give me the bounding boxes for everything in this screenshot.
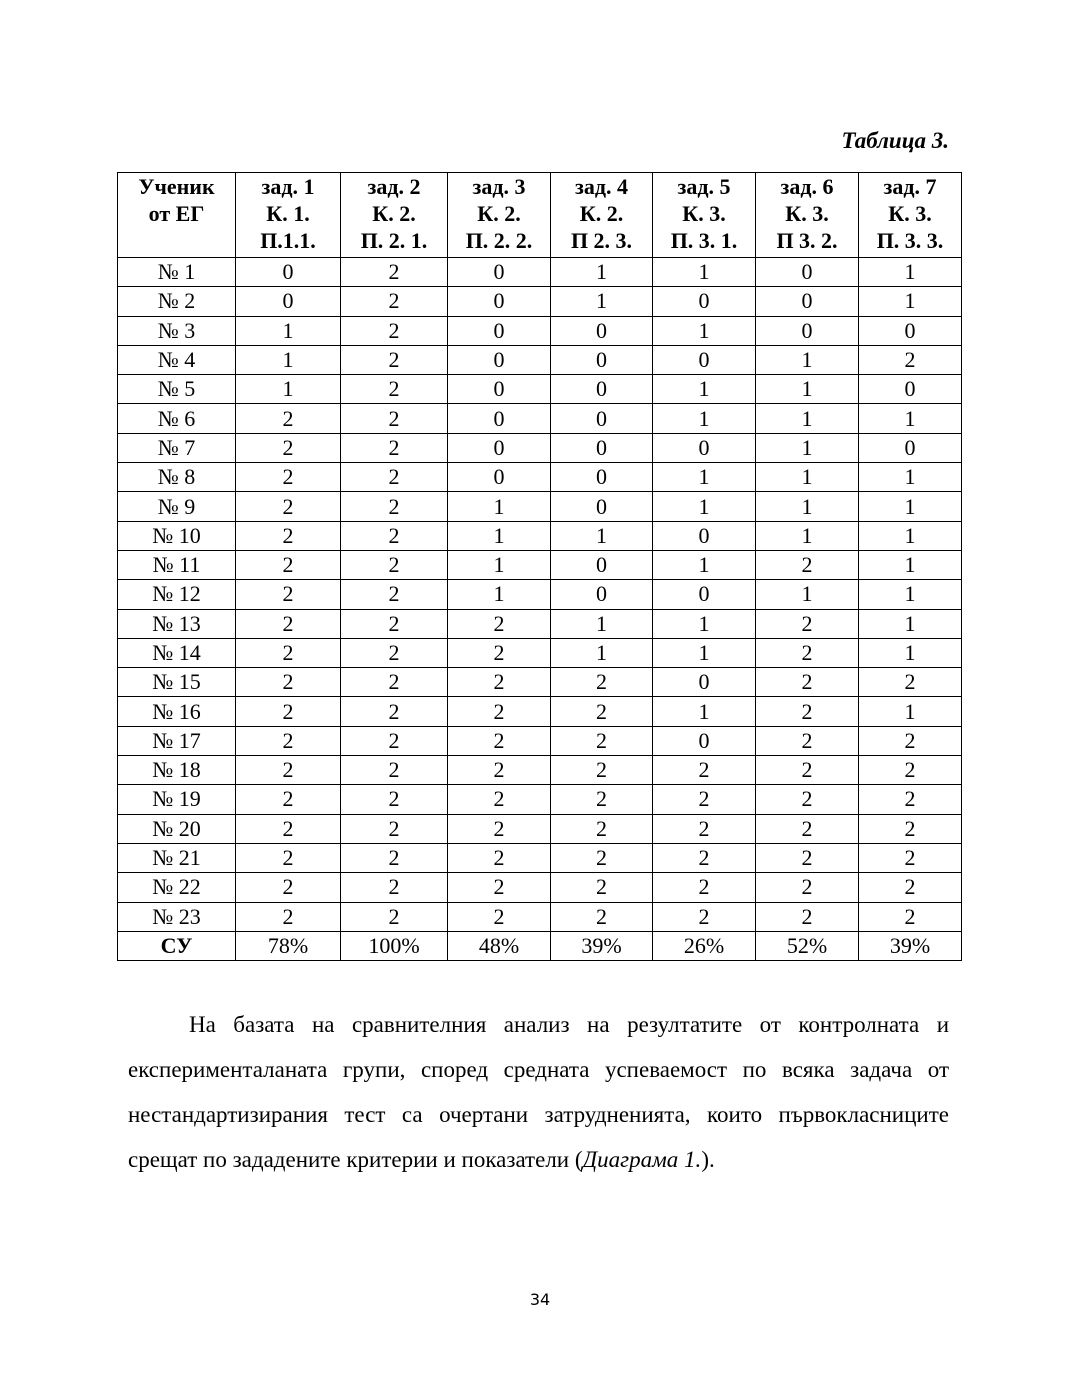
score-cell: 2 — [756, 668, 859, 697]
total-row — [118, 931, 962, 960]
score-cell: 0 — [236, 258, 341, 287]
score-cell: 2 — [756, 726, 859, 755]
total-percent-cell: 52% — [756, 931, 859, 960]
score-cell: 0 — [448, 404, 551, 433]
score-cell: 0 — [236, 287, 341, 316]
score-cell: 2 — [551, 902, 653, 931]
score-cell: 2 — [341, 902, 448, 931]
score-cell: 2 — [236, 756, 341, 785]
score-cell: 1 — [756, 345, 859, 374]
table-caption: Таблица 3. — [841, 128, 949, 153]
score-cell: 2 — [859, 873, 962, 902]
score-cell: 2 — [859, 902, 962, 931]
score-cell: 1 — [756, 463, 859, 492]
header-line: Ученик — [138, 174, 215, 199]
header-task-5 — [653, 173, 756, 258]
score-cell: 0 — [756, 258, 859, 287]
score-cell: 0 — [551, 580, 653, 609]
header-task-7 — [859, 173, 962, 258]
score-cell: 1 — [653, 463, 756, 492]
score-cell: 2 — [756, 814, 859, 843]
score-cell: 1 — [859, 258, 962, 287]
score-cell: 1 — [756, 521, 859, 550]
score-cell: 2 — [236, 668, 341, 697]
score-cell: 2 — [653, 843, 756, 872]
score-cell: 2 — [551, 785, 653, 814]
total-percent-cell: 26% — [653, 931, 756, 960]
header-line: П.1.1. — [260, 228, 316, 253]
total-percent-cell: 100% — [341, 931, 448, 960]
score-cell: 2 — [236, 492, 341, 521]
score-cell: 2 — [756, 697, 859, 726]
score-cell: 2 — [341, 258, 448, 287]
student-label-cell: № 6 — [118, 404, 236, 433]
score-cell: 1 — [236, 316, 341, 345]
paragraph-text: На базата на сравнителния анализ на резултатите от контролната и експерименталаната групи, според средната успеваемост по всяка задача от нестандартизирания тест са очертани затрудненията, които първокласниците срещат по зададените критерии и показатели ( — [128, 1012, 949, 1172]
student-label-cell: № 5 — [118, 375, 236, 404]
header-line: К. 1. — [266, 201, 310, 226]
score-cell: 0 — [551, 375, 653, 404]
header-line: от ЕГ — [148, 201, 205, 226]
score-cell: 2 — [236, 902, 341, 931]
score-cell: 2 — [859, 756, 962, 785]
header-student — [118, 173, 236, 258]
score-cell: 2 — [341, 726, 448, 755]
score-cell: 2 — [236, 785, 341, 814]
score-cell: 2 — [236, 433, 341, 462]
score-cell: 2 — [341, 814, 448, 843]
score-cell: 1 — [448, 521, 551, 550]
score-cell: 2 — [341, 609, 448, 638]
table-row — [118, 609, 962, 638]
score-cell: 2 — [448, 756, 551, 785]
table-row — [118, 375, 962, 404]
score-cell: 1 — [653, 316, 756, 345]
table-row — [118, 433, 962, 462]
table-row — [118, 785, 962, 814]
score-cell: 1 — [859, 697, 962, 726]
score-cell: 2 — [236, 843, 341, 872]
score-cell: 2 — [341, 873, 448, 902]
score-cell: 0 — [551, 433, 653, 462]
score-cell: 2 — [236, 463, 341, 492]
score-cell: 2 — [653, 756, 756, 785]
table-row — [118, 521, 962, 550]
score-cell: 2 — [859, 726, 962, 755]
student-label-cell: № 2 — [118, 287, 236, 316]
score-cell: 2 — [341, 756, 448, 785]
header-task-4 — [551, 173, 653, 258]
total-label-cell: СУ — [118, 931, 236, 960]
total-percent-cell: 48% — [448, 931, 551, 960]
header-line: П 3. 2. — [776, 228, 838, 253]
student-label-cell: № 16 — [118, 697, 236, 726]
score-cell: 2 — [448, 638, 551, 667]
table-row — [118, 404, 962, 433]
student-label-cell: № 13 — [118, 609, 236, 638]
score-cell: 1 — [859, 404, 962, 433]
table-row — [118, 873, 962, 902]
student-label-cell: № 12 — [118, 580, 236, 609]
table-row — [118, 316, 962, 345]
score-cell: 2 — [341, 287, 448, 316]
table-row — [118, 697, 962, 726]
table-row — [118, 492, 962, 521]
student-label-cell: № 23 — [118, 902, 236, 931]
total-percent-cell: 39% — [551, 931, 653, 960]
score-cell: 2 — [236, 580, 341, 609]
header-line: К. 2. — [477, 201, 521, 226]
student-label-cell: № 19 — [118, 785, 236, 814]
score-cell: 1 — [236, 375, 341, 404]
score-cell: 2 — [551, 873, 653, 902]
header-line: П. 3. 3. — [876, 228, 944, 253]
score-cell: 2 — [448, 609, 551, 638]
score-cell: 2 — [236, 726, 341, 755]
score-cell: 0 — [756, 287, 859, 316]
score-cell: 0 — [756, 316, 859, 345]
student-label-cell: № 7 — [118, 433, 236, 462]
score-cell: 2 — [236, 638, 341, 667]
score-cell: 0 — [551, 404, 653, 433]
header-line: К. 2. — [372, 201, 416, 226]
header-line: зад. 6 — [780, 174, 834, 199]
score-cell: 2 — [551, 756, 653, 785]
student-label-cell: № 1 — [118, 258, 236, 287]
score-cell: 0 — [448, 433, 551, 462]
score-cell: 2 — [236, 521, 341, 550]
score-cell: 0 — [448, 258, 551, 287]
score-cell: 1 — [653, 404, 756, 433]
score-cell: 1 — [236, 345, 341, 374]
header-line: зад. 1 — [261, 174, 315, 199]
table-row — [118, 756, 962, 785]
table-row — [118, 726, 962, 755]
score-cell: 0 — [448, 287, 551, 316]
score-cell: 2 — [341, 550, 448, 579]
student-label-cell: № 17 — [118, 726, 236, 755]
score-cell: 1 — [551, 609, 653, 638]
student-label-cell: № 22 — [118, 873, 236, 902]
table-row — [118, 814, 962, 843]
score-cell: 0 — [551, 316, 653, 345]
score-cell: 2 — [448, 726, 551, 755]
body-paragraph — [128, 1002, 949, 1182]
score-cell: 1 — [756, 404, 859, 433]
table-row — [118, 550, 962, 579]
table-row — [118, 580, 962, 609]
score-cell: 2 — [756, 756, 859, 785]
score-cell: 1 — [653, 638, 756, 667]
score-cell: 2 — [341, 375, 448, 404]
score-cell: 2 — [341, 404, 448, 433]
score-cell: 2 — [448, 814, 551, 843]
header-line — [118, 227, 235, 254]
score-cell: 2 — [859, 843, 962, 872]
score-cell: 2 — [236, 404, 341, 433]
score-cell: 2 — [756, 785, 859, 814]
score-cell: 2 — [448, 873, 551, 902]
score-cell: 0 — [859, 433, 962, 462]
score-cell: 2 — [341, 433, 448, 462]
score-cell: 1 — [859, 287, 962, 316]
header-line: зад. 2 — [367, 174, 421, 199]
score-cell: 2 — [448, 697, 551, 726]
results-table — [117, 172, 962, 961]
score-cell: 0 — [653, 668, 756, 697]
score-cell: 2 — [551, 668, 653, 697]
score-cell: 0 — [551, 463, 653, 492]
score-cell: 1 — [859, 609, 962, 638]
table-row — [118, 258, 962, 287]
score-cell: 2 — [551, 697, 653, 726]
header-line: К. 3. — [682, 201, 726, 226]
table-row — [118, 638, 962, 667]
total-percent-cell: 39% — [859, 931, 962, 960]
score-cell: 2 — [756, 902, 859, 931]
score-cell: 2 — [448, 668, 551, 697]
header-line: зад. 5 — [677, 174, 731, 199]
table-row — [118, 463, 962, 492]
score-cell: 2 — [756, 609, 859, 638]
score-cell: 1 — [859, 638, 962, 667]
header-line: зад. 7 — [883, 174, 937, 199]
score-cell: 2 — [341, 785, 448, 814]
student-label-cell: № 14 — [118, 638, 236, 667]
score-cell: 2 — [341, 843, 448, 872]
score-cell: 1 — [448, 580, 551, 609]
table-header-row — [118, 173, 962, 258]
score-cell: 1 — [756, 492, 859, 521]
score-cell: 0 — [448, 375, 551, 404]
score-cell: 2 — [859, 345, 962, 374]
score-cell: 1 — [551, 521, 653, 550]
diagram-reference: Диаграма 1. — [582, 1147, 702, 1172]
table-row — [118, 287, 962, 316]
score-cell: 1 — [551, 638, 653, 667]
header-line: зад. 3 — [472, 174, 526, 199]
table-row — [118, 902, 962, 931]
score-cell: 2 — [236, 550, 341, 579]
score-cell: 2 — [341, 492, 448, 521]
student-label-cell: № 21 — [118, 843, 236, 872]
student-label-cell: № 9 — [118, 492, 236, 521]
student-label-cell: № 11 — [118, 550, 236, 579]
score-cell: 1 — [653, 609, 756, 638]
score-cell: 2 — [236, 814, 341, 843]
score-cell: 0 — [653, 345, 756, 374]
score-cell: 2 — [551, 843, 653, 872]
score-cell: 1 — [859, 492, 962, 521]
score-cell: 2 — [341, 316, 448, 345]
score-cell: 0 — [653, 433, 756, 462]
header-task-6 — [756, 173, 859, 258]
header-line: К. 3. — [888, 201, 932, 226]
table-row — [118, 843, 962, 872]
score-cell: 2 — [341, 668, 448, 697]
score-cell: 2 — [859, 814, 962, 843]
student-label-cell: № 3 — [118, 316, 236, 345]
score-cell: 2 — [551, 726, 653, 755]
score-cell: 2 — [859, 785, 962, 814]
score-cell: 0 — [448, 316, 551, 345]
student-label-cell: № 10 — [118, 521, 236, 550]
score-cell: 0 — [448, 463, 551, 492]
score-cell: 2 — [341, 463, 448, 492]
score-cell: 0 — [448, 345, 551, 374]
table-body — [118, 258, 962, 961]
score-cell: 1 — [653, 258, 756, 287]
score-cell: 0 — [551, 492, 653, 521]
score-cell: 0 — [653, 521, 756, 550]
header-line: П. 3. 1. — [670, 228, 738, 253]
score-cell: 0 — [551, 550, 653, 579]
score-cell: 2 — [756, 550, 859, 579]
total-percent-cell: 78% — [236, 931, 341, 960]
score-cell: 0 — [653, 580, 756, 609]
score-cell: 0 — [859, 316, 962, 345]
score-cell: 2 — [341, 697, 448, 726]
score-cell: 1 — [653, 375, 756, 404]
table-row — [118, 345, 962, 374]
header-line: К. 3. — [785, 201, 829, 226]
table-row — [118, 668, 962, 697]
score-cell: 1 — [859, 463, 962, 492]
score-cell: 1 — [448, 550, 551, 579]
score-cell: 1 — [859, 550, 962, 579]
score-cell: 2 — [341, 521, 448, 550]
header-line: К. 2. — [579, 201, 624, 226]
score-cell: 2 — [341, 638, 448, 667]
score-cell: 2 — [448, 843, 551, 872]
score-cell: 2 — [653, 814, 756, 843]
score-cell: 2 — [653, 785, 756, 814]
score-cell: 0 — [653, 287, 756, 316]
score-cell: 1 — [653, 492, 756, 521]
paragraph-tail: ). — [701, 1147, 715, 1172]
score-cell: 1 — [551, 258, 653, 287]
header-line: П 2. 3. — [570, 228, 633, 253]
score-cell: 1 — [756, 580, 859, 609]
score-cell: 2 — [756, 873, 859, 902]
score-cell: 2 — [551, 814, 653, 843]
score-cell: 0 — [551, 345, 653, 374]
score-cell: 2 — [236, 697, 341, 726]
score-cell: 2 — [341, 580, 448, 609]
header-task-3 — [448, 173, 551, 258]
score-cell: 2 — [756, 638, 859, 667]
score-cell: 2 — [859, 668, 962, 697]
header-task-2 — [341, 173, 448, 258]
student-label-cell: № 20 — [118, 814, 236, 843]
student-label-cell: № 15 — [118, 668, 236, 697]
score-cell: 2 — [236, 873, 341, 902]
score-cell: 1 — [448, 492, 551, 521]
student-label-cell: № 18 — [118, 756, 236, 785]
student-label-cell: № 4 — [118, 345, 236, 374]
score-cell: 2 — [653, 873, 756, 902]
score-cell: 2 — [341, 345, 448, 374]
score-cell: 1 — [756, 375, 859, 404]
score-cell: 0 — [859, 375, 962, 404]
score-cell: 1 — [859, 521, 962, 550]
score-cell: 1 — [653, 550, 756, 579]
header-line: П. 2. 2. — [465, 228, 533, 253]
header-line: зад. 4 — [575, 174, 628, 199]
score-cell: 2 — [448, 902, 551, 931]
score-cell: 2 — [236, 609, 341, 638]
score-cell: 2 — [653, 902, 756, 931]
page-number: 34 — [529, 1290, 551, 1309]
score-cell: 1 — [653, 697, 756, 726]
score-cell: 1 — [551, 287, 653, 316]
score-cell: 1 — [859, 580, 962, 609]
score-cell: 0 — [653, 726, 756, 755]
header-line: П. 2. 1. — [360, 228, 428, 253]
header-task-1 — [236, 173, 341, 258]
student-label-cell: № 8 — [118, 463, 236, 492]
score-cell: 1 — [756, 433, 859, 462]
score-cell: 2 — [756, 843, 859, 872]
score-cell: 2 — [448, 785, 551, 814]
